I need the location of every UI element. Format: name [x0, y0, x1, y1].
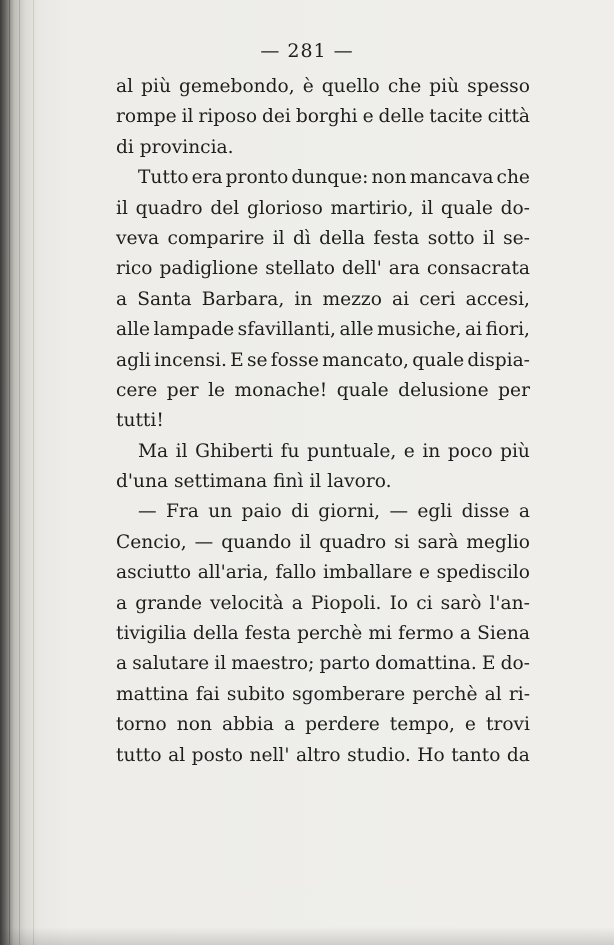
word: il [116, 197, 128, 219]
word: Ho [417, 744, 445, 766]
word: martirio, [330, 197, 414, 219]
word: veva [116, 227, 160, 249]
word: fermo [398, 623, 454, 645]
word: posto [191, 744, 243, 766]
word: a [116, 653, 128, 675]
word: è [302, 76, 314, 97]
word: tanto [451, 744, 501, 766]
word: a [459, 623, 471, 645]
word: sotto [427, 227, 475, 249]
word: paio [241, 501, 282, 523]
word: agli [116, 349, 151, 371]
word: do- [500, 653, 530, 675]
text-line [116, 224, 530, 254]
word: ri- [508, 683, 530, 705]
word: — [389, 501, 409, 523]
word: puntuale, [307, 440, 397, 462]
word: tivigilia [116, 623, 187, 645]
word: perdere [305, 714, 380, 736]
word: fosse [270, 349, 319, 371]
text-line [116, 741, 530, 771]
word: se [246, 349, 268, 371]
word: e [362, 106, 374, 128]
word: non [371, 167, 407, 189]
word: fallo [275, 562, 317, 584]
word: della [319, 227, 366, 249]
word: in [294, 288, 313, 310]
word: il [181, 106, 194, 128]
word: — [138, 501, 157, 523]
word: nell' [249, 744, 290, 766]
word: al [168, 744, 186, 766]
word: cere [116, 379, 158, 401]
word: Siena [477, 623, 530, 645]
word: tempo, [389, 714, 455, 736]
word: e [403, 440, 415, 462]
word: E [481, 653, 496, 675]
word: del [210, 197, 240, 219]
word: pronto [225, 167, 289, 189]
word: le [208, 379, 226, 401]
text-line [116, 285, 530, 315]
word: Io [389, 592, 409, 614]
text-line: tutti! [116, 410, 164, 432]
body-text [116, 72, 530, 771]
word: mi [368, 623, 392, 645]
word: abbia [221, 714, 274, 736]
word: Fra [165, 501, 199, 523]
word: Tutto [138, 167, 189, 189]
text-line [116, 315, 530, 345]
text-line [116, 497, 530, 527]
text-line [116, 72, 530, 102]
word: spediscilo [436, 562, 530, 584]
word: quando [221, 531, 292, 553]
page-number: — 281 — [260, 40, 354, 62]
word: mancava [409, 167, 494, 189]
text-line [116, 102, 530, 132]
word: il [272, 227, 285, 249]
word: dei [262, 106, 291, 128]
word: sarò [440, 592, 482, 614]
text-line [116, 558, 530, 588]
word: studio. [347, 744, 411, 766]
word: se- [503, 227, 530, 249]
gutter-line [19, 0, 20, 945]
word: imballare [322, 562, 413, 584]
word: a [518, 501, 530, 523]
word: padiglione [159, 258, 259, 280]
gutter-line [9, 0, 10, 945]
text-line [116, 619, 530, 649]
word: sarà [417, 531, 459, 553]
word: il [175, 440, 188, 462]
word: più [429, 76, 460, 97]
word: gemebondo, [179, 76, 295, 97]
word: tacite [429, 106, 483, 128]
text-line [116, 528, 530, 558]
word: fu [280, 440, 300, 462]
word: quadro [319, 531, 387, 553]
word: perchè [412, 683, 478, 705]
word: il [299, 531, 312, 553]
word: ceri [419, 288, 456, 310]
word: rompe [116, 106, 177, 128]
word: per [166, 379, 199, 401]
word: meglio [466, 531, 530, 553]
word: monache! [234, 379, 328, 401]
word: perchè [297, 623, 363, 645]
word: giorni, [318, 501, 381, 523]
text-line [116, 589, 530, 619]
text-line [116, 680, 530, 710]
word: festa [244, 623, 291, 645]
word: festa [373, 227, 420, 249]
word: Cencio, [116, 531, 187, 553]
word: quale [440, 197, 493, 219]
word: a [116, 592, 128, 614]
text-line [116, 649, 530, 679]
word: sgomberare [292, 683, 406, 705]
word: salutare [132, 653, 210, 675]
word: altro [296, 744, 341, 766]
word: mezzo [322, 288, 382, 310]
word: un [208, 501, 233, 523]
word: Santa [137, 288, 192, 310]
word: più [141, 76, 171, 97]
word: della [192, 623, 239, 645]
word: che [496, 167, 530, 189]
word: era [191, 167, 223, 189]
word: comparire [167, 227, 265, 249]
word: lampade [153, 319, 235, 341]
word: grande [135, 592, 202, 614]
word: tutto [116, 744, 162, 766]
word: ai [465, 319, 483, 341]
text-line [116, 163, 530, 193]
text-line: d'una settimana finì il lavoro. [116, 471, 392, 493]
word: e [464, 714, 476, 736]
word: di [291, 501, 309, 523]
word: subito [226, 683, 285, 705]
word: Piopoli. [310, 592, 382, 614]
text-line [116, 437, 530, 467]
word: alle [116, 319, 150, 341]
word: do- [500, 197, 530, 219]
word: egli [417, 501, 453, 523]
word: città [487, 106, 530, 128]
word: fai [195, 683, 220, 705]
word: rico [116, 258, 153, 280]
word: il [482, 227, 495, 249]
word: asciutto [116, 562, 192, 584]
word: a [116, 288, 128, 310]
word: trovi [485, 714, 530, 736]
word: incensi. [154, 349, 227, 371]
word: fiori, [485, 319, 530, 341]
word: poco [447, 440, 493, 462]
word: a [283, 714, 296, 736]
word: quale [336, 379, 389, 401]
word: velocità [210, 592, 284, 614]
word: ara [388, 258, 420, 280]
word: il [214, 653, 227, 675]
word: borghi [295, 106, 358, 128]
word: quadro [135, 197, 203, 219]
word: stellato [265, 258, 335, 280]
word: dispia- [467, 349, 530, 371]
word: sfavillanti, [237, 319, 336, 341]
word: dì [292, 227, 311, 249]
word: accesi, [465, 288, 530, 310]
text-line [116, 346, 530, 376]
word: dunque: [291, 167, 369, 189]
word: in [422, 440, 441, 462]
word: l'an- [489, 592, 530, 614]
word: quello [321, 76, 380, 97]
text-line: di provincia. [116, 136, 234, 158]
word: E [230, 349, 244, 371]
word: delle [378, 106, 425, 128]
word: parto [319, 653, 371, 675]
word: Ma [138, 440, 169, 462]
word: quale [412, 349, 465, 371]
word: e [419, 562, 431, 584]
word: alle [339, 319, 374, 341]
word: il [421, 197, 434, 219]
word: — [194, 531, 214, 553]
word: che [387, 76, 422, 97]
text-line [116, 710, 530, 740]
text-line [116, 376, 530, 406]
word: al [116, 76, 134, 97]
text-line [116, 254, 530, 284]
text-line [116, 194, 530, 224]
word: a [291, 592, 303, 614]
word: più [500, 440, 530, 462]
word: ai [392, 288, 410, 310]
word: mancato, [322, 349, 409, 371]
word: delusione [398, 379, 489, 401]
word: domattina. [375, 653, 477, 675]
word: per [498, 379, 530, 401]
word: consacrata [426, 258, 530, 280]
word: ci [416, 592, 433, 614]
word: all'aria, [197, 562, 269, 584]
word: al [484, 683, 502, 705]
word: glorioso [246, 197, 323, 219]
word: da [506, 744, 530, 766]
word: si [394, 531, 410, 553]
word: dell' [341, 258, 382, 280]
word: disse [461, 501, 510, 523]
word: non [176, 714, 212, 736]
word: spesso [467, 76, 530, 97]
word: riposo [198, 106, 258, 128]
word: maestro; [231, 653, 315, 675]
word: Ghiberti [195, 440, 274, 462]
word: Barbara, [201, 288, 285, 310]
gutter-line [33, 0, 34, 945]
page-bottom-edge [0, 927, 614, 945]
word: torno [116, 714, 167, 736]
word: musiche, [377, 319, 462, 341]
word: mattina [116, 683, 189, 705]
